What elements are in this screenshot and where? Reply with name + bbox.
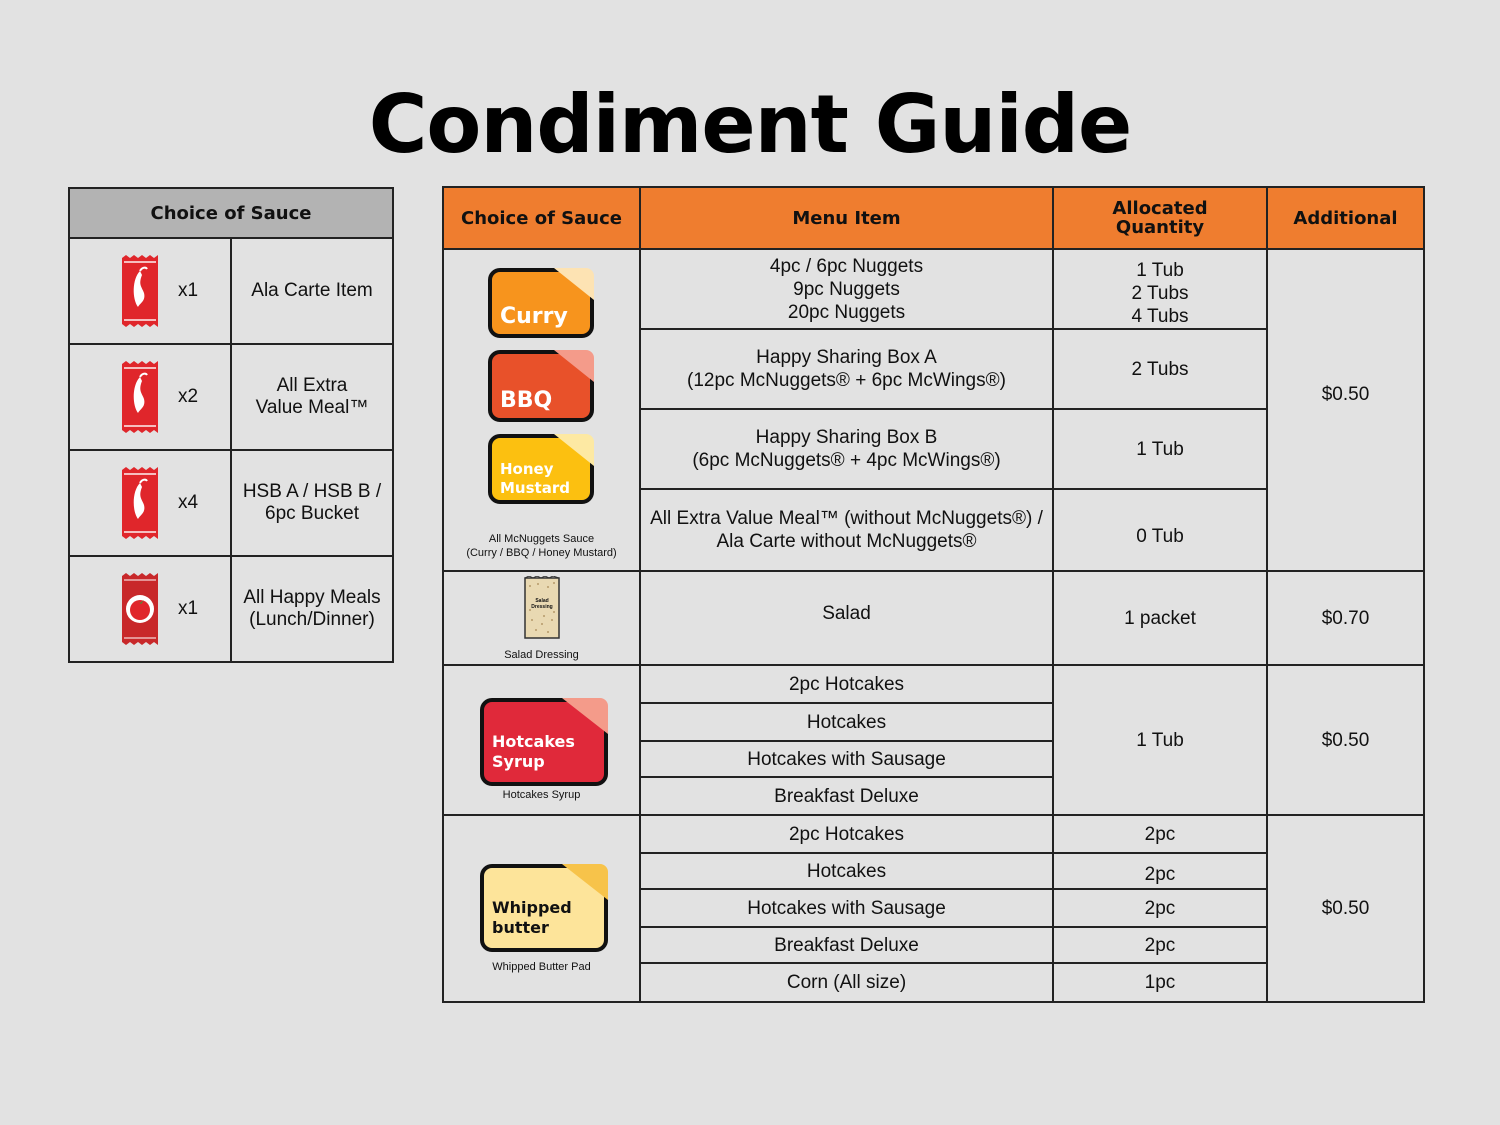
quantity-label: x1 bbox=[178, 598, 199, 619]
quantity-label: x4 bbox=[178, 492, 199, 513]
quantity-cell: 1 Tub 2 Tubs 4 Tubs bbox=[1052, 248, 1268, 330]
honey-mustard-sauce-icon: Honey Mustard bbox=[488, 434, 594, 504]
mcnuggets-sauce-caption: All McNuggets Sauce (Curry / BBQ / Honey Mustard) bbox=[466, 533, 617, 559]
table-row bbox=[68, 451, 394, 557]
chili-sauce-packet-icon bbox=[120, 361, 160, 433]
quantity-cell: 2pc bbox=[1052, 888, 1268, 928]
menu-item-cell: 4pc / 6pc Nuggets 9pc Nuggets 20pc Nuggets bbox=[639, 248, 1054, 330]
quantity-label: x2 bbox=[178, 386, 199, 407]
whipped-butter-icon: Whipped butter bbox=[480, 864, 608, 952]
column-header-sauce: Choice of Sauce bbox=[442, 186, 641, 250]
menu-item-cell: Corn (All size) bbox=[639, 962, 1054, 1003]
quantity-cell: 1 packet bbox=[1052, 570, 1268, 666]
salad-dressing-cell: Salad Dressing Salad Dressing bbox=[442, 570, 641, 666]
chili-sauce-packet-icon bbox=[120, 255, 160, 327]
quantity-cell: 0 Tub bbox=[1052, 488, 1268, 572]
menu-item-label: All Extra Value Meal™ bbox=[255, 375, 369, 418]
hotcakes-syrup-cell bbox=[442, 664, 641, 816]
column-header-allocated-quantity: Allocated Quantity bbox=[1052, 186, 1268, 250]
menu-item-cell: Breakfast Deluxe bbox=[639, 926, 1054, 964]
bbq-sauce-icon: BBQ bbox=[488, 350, 594, 422]
page-title: Condiment Guide bbox=[368, 78, 1132, 171]
menu-item-cell: Hotcakes with Sausage bbox=[639, 888, 1054, 928]
menu-item-cell: Hotcakes with Sausage bbox=[639, 740, 1054, 778]
column-header-additional: Additional bbox=[1266, 186, 1425, 250]
curry-sauce-icon: Curry bbox=[488, 268, 594, 338]
table-row bbox=[68, 239, 394, 345]
menu-item-cell: Happy Sharing Box B (6pc McNuggets® + 4pc McWings®) bbox=[639, 408, 1054, 490]
tomato-ketchup-packet-icon bbox=[120, 573, 160, 645]
left-table-header: Choice of Sauce bbox=[68, 187, 394, 239]
quantity-cell: 2pc bbox=[1052, 814, 1268, 854]
sauce-count-table bbox=[68, 187, 394, 663]
hotcakes-syrup-caption: Hotcakes Syrup bbox=[502, 789, 581, 801]
menu-item-cell: Happy Sharing Box A (12pc McNuggets® + 6pc McWings®) bbox=[639, 328, 1054, 410]
quantity-cell: 2pc bbox=[1052, 852, 1268, 890]
hotcakes-syrup-icon: Hotcakes Syrup bbox=[480, 698, 608, 786]
whipped-butter-caption: Whipped Butter Pad bbox=[492, 961, 591, 973]
salad-dressing-caption: Salad Dressing bbox=[504, 649, 579, 661]
quantity-cell: 2pc bbox=[1052, 926, 1268, 964]
table-row bbox=[68, 557, 394, 663]
quantity-cell: 2 Tubs bbox=[1052, 328, 1268, 410]
table-row bbox=[68, 345, 394, 451]
menu-item-cell: Hotcakes bbox=[639, 852, 1054, 890]
additional-price-cell: $0.50 bbox=[1266, 664, 1425, 816]
menu-item-cell: 2pc Hotcakes bbox=[639, 814, 1054, 854]
menu-item-cell: Breakfast Deluxe bbox=[639, 776, 1054, 816]
additional-price-cell: $0.50 bbox=[1266, 814, 1425, 1003]
quantity-cell: 1pc bbox=[1052, 962, 1268, 1003]
whipped-butter-cell bbox=[442, 814, 641, 1003]
quantity-cell: 1 Tub bbox=[1052, 664, 1268, 816]
mcnuggets-sauce-cell bbox=[442, 248, 641, 572]
condiment-table bbox=[442, 186, 1425, 1003]
menu-item-cell: All Extra Value Meal™ (without McNuggets®) / Ala Carte without McNuggets® bbox=[639, 488, 1054, 572]
additional-price-cell: $0.70 bbox=[1266, 570, 1425, 666]
menu-item-cell: 2pc Hotcakes bbox=[639, 664, 1054, 704]
additional-price-cell: $0.50 bbox=[1266, 248, 1425, 572]
menu-item-label: HSB A / HSB B / 6pc Bucket bbox=[242, 481, 382, 524]
chili-sauce-packet-icon bbox=[120, 467, 160, 539]
menu-item-label: Ala Carte Item bbox=[251, 280, 373, 301]
menu-item-label: All Happy Meals (Lunch/Dinner) bbox=[243, 587, 381, 630]
menu-item-cell: Salad bbox=[639, 570, 1054, 666]
quantity-label: x1 bbox=[178, 280, 199, 301]
column-header-menu-item: Menu Item bbox=[639, 186, 1054, 250]
quantity-cell: 1 Tub bbox=[1052, 408, 1268, 490]
menu-item-cell: Hotcakes bbox=[639, 702, 1054, 742]
